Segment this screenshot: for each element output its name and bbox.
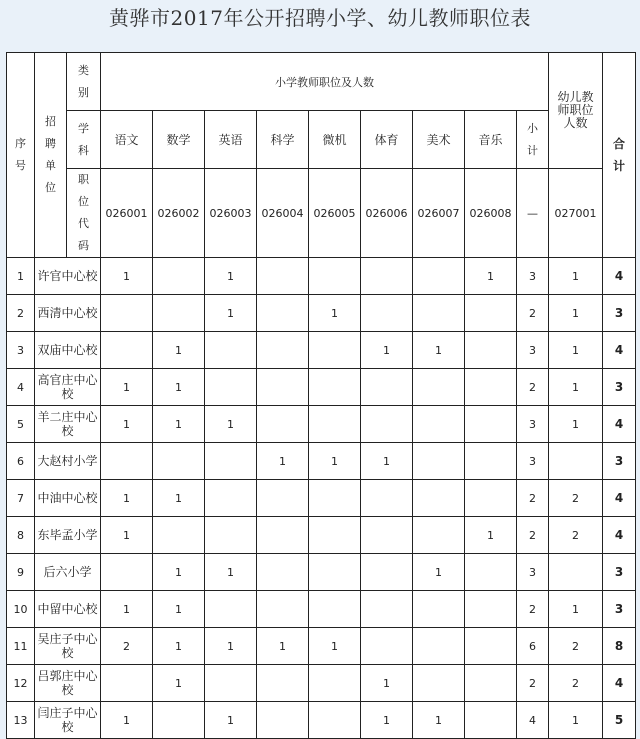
position-code: 026007 bbox=[413, 169, 465, 258]
row-kinder: 2 bbox=[549, 517, 603, 554]
row-subject-count bbox=[361, 554, 413, 591]
row-subject-count bbox=[361, 258, 413, 295]
row-seq: 2 bbox=[7, 295, 35, 332]
row-kinder: 2 bbox=[549, 480, 603, 517]
row-kinder: 1 bbox=[549, 702, 603, 739]
row-kinder: 1 bbox=[549, 258, 603, 295]
row-subject-count bbox=[413, 443, 465, 480]
row-subject-count bbox=[465, 554, 517, 591]
subtotal-header: 小 计 bbox=[517, 111, 549, 169]
row-total: 3 bbox=[603, 443, 636, 480]
code-header: 职 位 代 码 bbox=[67, 169, 101, 258]
row-unit: 中留中心校 bbox=[35, 591, 101, 628]
row-unit: 西清中心校 bbox=[35, 295, 101, 332]
row-subject-count bbox=[465, 295, 517, 332]
row-subtotal: 3 bbox=[517, 443, 549, 480]
row-subject-count: 1 bbox=[153, 406, 205, 443]
row-subject-count bbox=[309, 369, 361, 406]
total-header: 合 计 bbox=[603, 53, 636, 258]
row-subtotal: 3 bbox=[517, 332, 549, 369]
row-subject-count bbox=[465, 702, 517, 739]
page-title: 黄骅市2017年公开招聘小学、幼儿教师职位表 bbox=[109, 6, 531, 30]
row-total: 4 bbox=[603, 517, 636, 554]
row-total: 4 bbox=[603, 480, 636, 517]
unit-header: 招 聘 单 位 bbox=[35, 53, 67, 258]
row-subject-count: 1 bbox=[153, 591, 205, 628]
row-subtotal: 2 bbox=[517, 295, 549, 332]
row-subject-count: 1 bbox=[101, 406, 153, 443]
row-subject-count bbox=[153, 258, 205, 295]
row-kinder: 1 bbox=[549, 406, 603, 443]
row-unit: 许官中心校 bbox=[35, 258, 101, 295]
row-seq: 11 bbox=[7, 628, 35, 665]
row-subtotal: 4 bbox=[517, 702, 549, 739]
row-subject-count bbox=[413, 369, 465, 406]
row-subject-count bbox=[205, 369, 257, 406]
row-subject-count: 1 bbox=[361, 665, 413, 702]
row-subject-count bbox=[101, 332, 153, 369]
row-subject-count: 1 bbox=[153, 369, 205, 406]
row-subject-count bbox=[361, 591, 413, 628]
table-row bbox=[7, 480, 636, 517]
row-subject-count bbox=[465, 628, 517, 665]
row-subject-count bbox=[153, 295, 205, 332]
subject-col-header: 语文 bbox=[101, 111, 153, 169]
position-code: 026002 bbox=[153, 169, 205, 258]
row-subject-count bbox=[257, 665, 309, 702]
table-row bbox=[7, 591, 636, 628]
subject-col-header: 科学 bbox=[257, 111, 309, 169]
row-unit: 大赵村小学 bbox=[35, 443, 101, 480]
row-subject-count bbox=[465, 480, 517, 517]
row-subject-count bbox=[309, 702, 361, 739]
row-subject-count bbox=[257, 258, 309, 295]
row-unit: 吴庄子中心校 bbox=[35, 628, 101, 665]
row-subtotal: 2 bbox=[517, 369, 549, 406]
row-subject-count bbox=[413, 295, 465, 332]
row-seq: 7 bbox=[7, 480, 35, 517]
row-subject-count bbox=[465, 332, 517, 369]
row-unit: 高官庄中心校 bbox=[35, 369, 101, 406]
row-total: 5 bbox=[603, 702, 636, 739]
row-kinder: 1 bbox=[549, 295, 603, 332]
row-unit: 中油中心校 bbox=[35, 480, 101, 517]
row-subject-count bbox=[153, 443, 205, 480]
row-unit: 闫庄子中心校 bbox=[35, 702, 101, 739]
position-code: 026008 bbox=[465, 169, 517, 258]
row-subtotal: 3 bbox=[517, 554, 549, 591]
row-subject-count: 1 bbox=[101, 369, 153, 406]
row-subject-count bbox=[101, 295, 153, 332]
row-subject-count bbox=[465, 369, 517, 406]
row-subject-count: 1 bbox=[361, 443, 413, 480]
row-total: 3 bbox=[603, 591, 636, 628]
row-subject-count: 1 bbox=[413, 332, 465, 369]
table-row bbox=[7, 295, 636, 332]
row-kinder bbox=[549, 554, 603, 591]
row-subject-count: 1 bbox=[205, 295, 257, 332]
row-subject-count: 1 bbox=[153, 628, 205, 665]
row-subject-count: 1 bbox=[205, 702, 257, 739]
position-code: 026003 bbox=[205, 169, 257, 258]
category-header: 类 别 bbox=[67, 53, 101, 111]
row-subject-count bbox=[465, 406, 517, 443]
table-row bbox=[7, 517, 636, 554]
row-seq: 3 bbox=[7, 332, 35, 369]
row-subject-count bbox=[205, 480, 257, 517]
row-subject-count: 1 bbox=[101, 591, 153, 628]
row-subject-count bbox=[361, 480, 413, 517]
table-row bbox=[7, 406, 636, 443]
table-row bbox=[7, 702, 636, 739]
row-subject-count: 1 bbox=[205, 406, 257, 443]
position-code: 026004 bbox=[257, 169, 309, 258]
row-subject-count bbox=[205, 517, 257, 554]
row-unit: 后六小学 bbox=[35, 554, 101, 591]
subtotal-code: — bbox=[517, 169, 549, 258]
row-subject-count bbox=[101, 554, 153, 591]
row-total: 3 bbox=[603, 295, 636, 332]
row-subject-count bbox=[413, 665, 465, 702]
row-subject-count bbox=[413, 517, 465, 554]
row-subject-count bbox=[465, 591, 517, 628]
row-subject-count: 1 bbox=[101, 258, 153, 295]
table-row bbox=[7, 665, 636, 702]
row-subject-count bbox=[205, 443, 257, 480]
row-subject-count bbox=[309, 480, 361, 517]
row-subject-count: 1 bbox=[205, 258, 257, 295]
row-subject-count: 1 bbox=[205, 554, 257, 591]
table-row bbox=[7, 258, 636, 295]
row-seq: 8 bbox=[7, 517, 35, 554]
row-subject-count bbox=[309, 258, 361, 295]
subject-col-header: 音乐 bbox=[465, 111, 517, 169]
row-subtotal: 2 bbox=[517, 591, 549, 628]
row-subtotal: 2 bbox=[517, 517, 549, 554]
row-subject-count: 1 bbox=[153, 480, 205, 517]
row-subject-count bbox=[257, 702, 309, 739]
row-seq: 4 bbox=[7, 369, 35, 406]
kinder-header: 幼儿教师职位人数 bbox=[549, 53, 603, 169]
row-subject-count bbox=[413, 258, 465, 295]
row-subject-count bbox=[205, 332, 257, 369]
row-subtotal: 6 bbox=[517, 628, 549, 665]
row-subject-count: 1 bbox=[153, 665, 205, 702]
row-unit: 吕郭庄中心校 bbox=[35, 665, 101, 702]
row-subject-count bbox=[257, 295, 309, 332]
row-subject-count bbox=[413, 480, 465, 517]
row-subtotal: 3 bbox=[517, 406, 549, 443]
row-kinder bbox=[549, 443, 603, 480]
row-seq: 13 bbox=[7, 702, 35, 739]
row-subject-count: 1 bbox=[361, 702, 413, 739]
row-seq: 10 bbox=[7, 591, 35, 628]
row-subject-count bbox=[413, 628, 465, 665]
row-subject-count: 1 bbox=[465, 258, 517, 295]
row-seq: 9 bbox=[7, 554, 35, 591]
row-subject-count: 1 bbox=[361, 332, 413, 369]
row-subject-count: 1 bbox=[205, 628, 257, 665]
row-subject-count: 1 bbox=[413, 702, 465, 739]
subject-col-header: 体育 bbox=[361, 111, 413, 169]
table-row bbox=[7, 369, 636, 406]
row-unit: 双庙中心校 bbox=[35, 332, 101, 369]
row-seq: 12 bbox=[7, 665, 35, 702]
table-row bbox=[7, 554, 636, 591]
row-subject-count: 1 bbox=[101, 517, 153, 554]
row-subject-count bbox=[153, 702, 205, 739]
row-unit: 东毕孟小学 bbox=[35, 517, 101, 554]
row-subject-count: 1 bbox=[309, 628, 361, 665]
row-subject-count bbox=[361, 628, 413, 665]
row-subject-count bbox=[257, 517, 309, 554]
table-row bbox=[7, 628, 636, 665]
row-subject-count bbox=[465, 443, 517, 480]
positions-table bbox=[6, 52, 636, 739]
row-subject-count: 1 bbox=[309, 443, 361, 480]
row-subject-count: 1 bbox=[257, 628, 309, 665]
row-kinder: 1 bbox=[549, 332, 603, 369]
row-kinder: 2 bbox=[549, 628, 603, 665]
row-subject-count: 1 bbox=[153, 332, 205, 369]
row-subject-count bbox=[205, 591, 257, 628]
row-subject-count bbox=[101, 665, 153, 702]
row-subject-count bbox=[361, 295, 413, 332]
row-subject-count bbox=[361, 517, 413, 554]
row-subject-count: 1 bbox=[101, 480, 153, 517]
row-subject-count bbox=[257, 406, 309, 443]
position-code: 026005 bbox=[309, 169, 361, 258]
row-subject-count: 1 bbox=[257, 443, 309, 480]
row-subject-count bbox=[101, 443, 153, 480]
table-row bbox=[7, 443, 636, 480]
row-subject-count: 1 bbox=[465, 517, 517, 554]
table-row bbox=[7, 332, 636, 369]
row-subject-count bbox=[465, 665, 517, 702]
row-unit: 羊二庄中心校 bbox=[35, 406, 101, 443]
row-subject-count: 2 bbox=[101, 628, 153, 665]
row-subject-count bbox=[309, 332, 361, 369]
seq-header: 序 号 bbox=[7, 53, 35, 258]
row-subtotal: 2 bbox=[517, 665, 549, 702]
row-subject-count bbox=[257, 480, 309, 517]
row-subtotal: 3 bbox=[517, 258, 549, 295]
subject-col-header: 英语 bbox=[205, 111, 257, 169]
subject-col-header: 美术 bbox=[413, 111, 465, 169]
row-kinder: 1 bbox=[549, 369, 603, 406]
subject-header: 学 科 bbox=[67, 111, 101, 169]
row-total: 4 bbox=[603, 665, 636, 702]
row-total: 4 bbox=[603, 406, 636, 443]
row-subject-count bbox=[309, 554, 361, 591]
row-subject-count bbox=[257, 369, 309, 406]
row-subject-count: 1 bbox=[101, 702, 153, 739]
position-code: 026001 bbox=[101, 169, 153, 258]
row-subject-count bbox=[361, 406, 413, 443]
row-seq: 5 bbox=[7, 406, 35, 443]
subject-col-header: 数学 bbox=[153, 111, 205, 169]
subject-col-header: 微机 bbox=[309, 111, 361, 169]
row-subject-count bbox=[413, 406, 465, 443]
row-subject-count: 1 bbox=[413, 554, 465, 591]
row-subject-count bbox=[309, 517, 361, 554]
row-total: 8 bbox=[603, 628, 636, 665]
row-subject-count bbox=[153, 517, 205, 554]
row-subject-count: 1 bbox=[153, 554, 205, 591]
row-subject-count bbox=[309, 406, 361, 443]
row-seq: 6 bbox=[7, 443, 35, 480]
row-subject-count bbox=[257, 591, 309, 628]
row-subject-count: 1 bbox=[309, 295, 361, 332]
row-subject-count bbox=[257, 554, 309, 591]
row-total: 3 bbox=[603, 369, 636, 406]
row-kinder: 2 bbox=[549, 665, 603, 702]
row-total: 3 bbox=[603, 554, 636, 591]
primary-group-header: 小学教师职位及人数 bbox=[101, 53, 549, 111]
kinder-code: 027001 bbox=[549, 169, 603, 258]
row-subject-count bbox=[413, 591, 465, 628]
row-subject-count bbox=[309, 591, 361, 628]
row-subject-count bbox=[257, 332, 309, 369]
row-total: 4 bbox=[603, 258, 636, 295]
row-subtotal: 2 bbox=[517, 480, 549, 517]
row-subject-count bbox=[205, 665, 257, 702]
row-subject-count bbox=[361, 369, 413, 406]
row-seq: 1 bbox=[7, 258, 35, 295]
position-code: 026006 bbox=[361, 169, 413, 258]
row-kinder: 1 bbox=[549, 591, 603, 628]
row-subject-count bbox=[309, 665, 361, 702]
row-total: 4 bbox=[603, 332, 636, 369]
